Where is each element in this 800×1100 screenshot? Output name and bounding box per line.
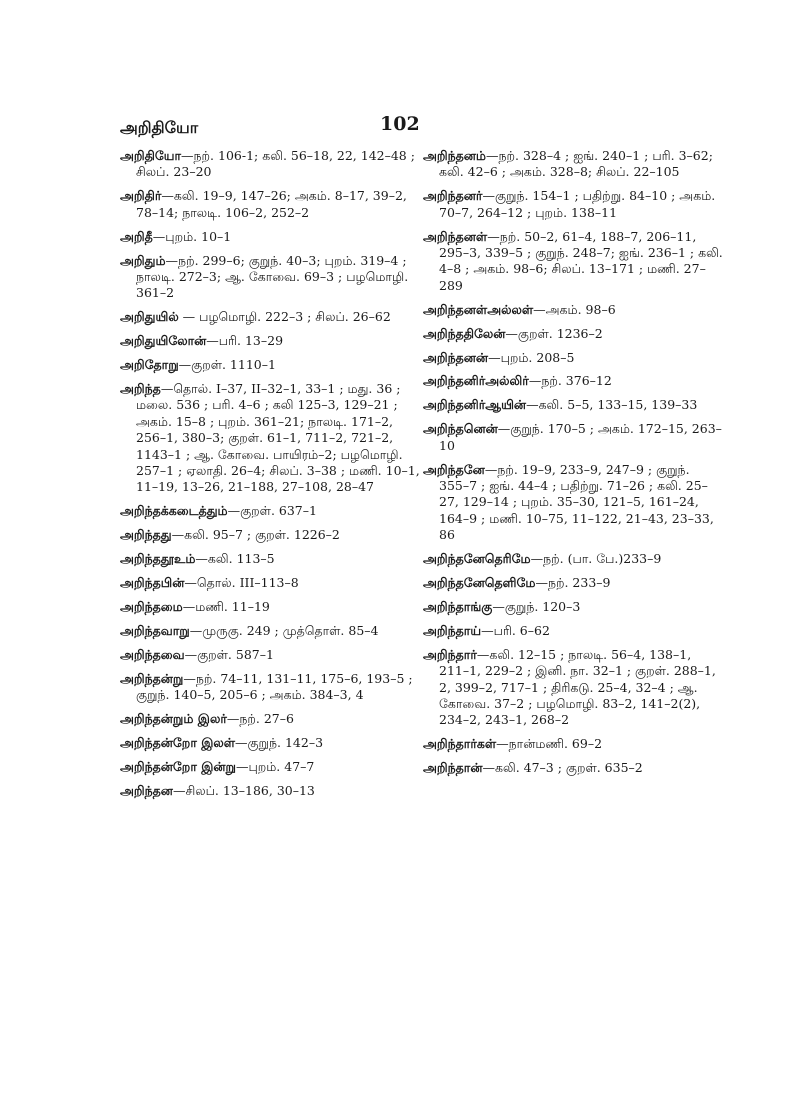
headword: அறிந்ததிலேன் [423,325,506,341]
index-entry [120,188,420,221]
index-entry [120,647,420,663]
index-entry [423,599,723,615]
references: —குறள். 1236–2 [505,325,603,341]
headword: அறிந்தன்றோ இன்று [120,758,236,774]
references: —கலி. 113–5 [195,551,275,567]
index-entry [120,253,420,302]
index-entry [120,575,420,591]
headword: அறிந்தன்று [120,670,184,686]
headword: அறிந்ததூஉம் [120,551,196,567]
index-entry [423,373,723,389]
references: — பழமொழி. 222–3 ; சிலப். 26–62 [178,309,391,325]
references: —நற். 19–9, 233–9, 247–9 ; குறுந். 355–7 ; ஐங். 44–4 ; பதிற்று. 71–26 ; கலி. 25–27, 129–14 ; புறம். 35–30, 121–5, 161–24, 164–9 ; மணி. 10–75, 11–122, 21–43, 23–33, 86 [439,461,714,543]
references: —குறுந். 142–3 [235,734,324,750]
index-entry [120,357,420,373]
references: —குறள். 587–1 [184,646,274,662]
references: —முருகு. 249 ; முத்தொள். 85–4 [189,622,379,638]
references: —குறள். 1110–1 [178,357,276,373]
headword: அறிந்தனிர்ஆயின் [423,397,527,413]
index-entry [120,671,420,704]
index-entry [120,148,420,181]
index-entry [423,647,723,729]
index-entry [423,350,723,366]
references: —நான்மணி. 69–2 [496,736,603,752]
references: —பரி. 13–29 [206,333,284,349]
index-entry [120,551,420,567]
index-entry [120,735,420,751]
references: —கலி. 47–3 ; குறள். 635–2 [482,760,643,776]
references: —நற். (பா. பே.)233–9 [530,551,662,567]
references: —கலி. 5–5, 133–15, 139–33 [526,397,698,413]
headword: அறிந்தனள்அல்லள் [423,301,534,317]
index-entry [120,711,420,727]
headword: அறிதும் [120,252,166,268]
headword: அறிந்தனர் [423,188,483,204]
references: —நற். 50–2, 61–4, 188–7, 206–11, 295–3, 339–5 ; குறுந். 248–7; ஐங். 236–1 ; கலி. 4–8 ; அகம். 98–6; சிலப். 13–171 ; மணி. 27–289 [439,228,723,293]
index-entry [423,229,723,295]
references: —மணி. 11–19 [182,598,270,614]
references: —கலி. 95–7 ; குறள். 1226–2 [171,527,340,543]
page-number: 102 [380,113,420,135]
references: —கலி. 19–9, 147–26; அகம். 8–17, 39–2, 78–14; நாலடி. 106–2, 252–2 [136,188,407,220]
headword: அறிந்தனேதெரிமே [423,551,531,567]
headword: அறிந்தமை [120,598,183,614]
headword: அறிந்தார் [423,646,477,662]
headword: அறிந்தனேதெளிமே [423,575,536,591]
headword: அறிந்தனிர்அல்லிர் [423,373,529,389]
references: —தொல். III–113–8 [184,575,299,591]
references: —நற். 74–11, 131–11, 175–6, 193–5 ; குறுந். 140–5, 205–6 ; அகம். 384–3, 4 [136,670,413,703]
headword: அறிந்தனன் [423,349,489,365]
headword: அறிந்தான் [423,760,483,776]
references: —அகம். 98–6 [533,301,616,317]
index-entry [423,575,723,591]
headword: அறிந்தன்றோ இலள் [120,734,236,750]
index-entry [120,333,420,349]
headword: அறிதிர் [120,188,162,204]
references: —புறம். 10–1 [152,228,232,244]
headword: அறிந்தார்கள் [423,736,497,752]
headword: அறிதோறு [120,357,179,373]
references: —நற். 27–6 [226,710,294,726]
index-entry [423,421,723,454]
index-entry [423,148,723,181]
references: —நற். 233–9 [535,575,611,591]
index-entry [120,229,420,245]
index-entry [423,188,723,221]
headword: அறிந்த [120,380,161,396]
references: —நற். 299–6; குறுந். 40–3; புறம். 319–4 ; நாலடி. 272–3; ஆ. கோவை. 69–3 ; பழமொழி. 361–2 [136,252,409,301]
index-entry [120,623,420,639]
references: —நற். 376–12 [528,373,612,389]
index-entry [120,309,420,325]
headword: அறிந்தன்றும் இலர் [120,710,227,726]
headword: அறிதியோ [120,148,182,163]
references: —குறுந். 170–5 ; அகம். 172–15, 263–10 [439,421,722,453]
headword: அறிந்தனம் [423,148,486,163]
headword: அறிந்தனென் [423,421,498,437]
index-entry [120,503,420,519]
references: —தொல். I–37, II–32–1, 33–1 ; மது. 36 ; மலை. 536 ; பரி. 4–6 ; கலி 125–3, 129–21 ; அகம். 15–8 ; புறம். 361–21; நாலடி. 171–2, 256–1, 380–3; குறள். 61–1, 711–2, 721–2, 1143–1 ; ஆ. கோவை. பாயிரம்–2; பழமொழி. 257–1 ; ஏலாதி. 26–4; சிலப். 3–38 ; மணி. 10–1, 11–19, 13–26, 21–188, 27–108, 28–47 [136,380,420,495]
index-entry [423,551,723,567]
headword: அறிந்தாங்கு [423,598,493,614]
right-column [423,148,723,784]
index-entry [423,302,723,318]
references: —கலி. 12–15 ; நாலடி. 56–4, 138–1, 211–1, 229–2 ; இனி. நா. 32–1 ; குறள். 288–1, 2, 399–2, 717–1 ; திரிகடு. 25–4, 32–4 ; ஆ. கோவை. 37–2 ; பழமொழி. 83–2, 141–2(2), 234–2, 243–1, 268–2 [439,646,716,728]
references: —குறள். 637–1 [227,503,317,519]
headword: அறிதுயில் [120,309,179,325]
references: —புறம். 47–7 [235,758,315,774]
headword: அறிதீ [120,228,153,244]
references: —குறுந். 154–1 ; பதிற்று. 84–10 ; அகம். 70–7, 264–12 ; புறம். 138–11 [439,188,716,220]
index-entry [423,326,723,342]
headword: அறிந்தபின் [120,575,185,591]
headword: அறிந்தனே [423,461,485,477]
references: —சிலப். 13–186, 30–13 [172,782,315,798]
index-entry [423,760,723,776]
index-entry [120,599,420,615]
headword: அறிந்தவாறு [120,622,190,638]
headword: அறிந்தது [120,527,172,543]
references: —பரி. 6–62 [481,622,550,638]
headword: அறிதுயிலோன் [120,333,207,349]
index-entry [120,783,420,799]
left-column [120,148,420,807]
index-entry [423,623,723,639]
headword: அறிந்தாய் [423,622,482,638]
index-entry [120,759,420,775]
references: —நற். 328–4 ; ஐங். 240–1 ; பரி. 3–62; கலி. 42–6 ; அகம். 328–8; சிலப். 22–105 [439,148,713,180]
references: —குறுந். 120–3 [492,598,581,614]
references: —புறம். 208–5 [488,349,575,365]
references: —நற். 106-1; கலி. 56–18, 22, 142–48 ; சிலப். 23–20 [136,148,415,180]
index-entry [120,381,420,496]
headword: அறிந்தவை [120,646,185,662]
index-entry [120,527,420,543]
index-entry [423,397,723,413]
headword: அறிந்தனள் [423,228,488,244]
index-entry [423,736,723,752]
headword: அறிந்தக்கடைத்தும் [120,503,228,519]
index-entry [423,462,723,544]
headword: அறிந்தன [120,782,173,798]
running-head: அறிதியோ [120,118,199,137]
